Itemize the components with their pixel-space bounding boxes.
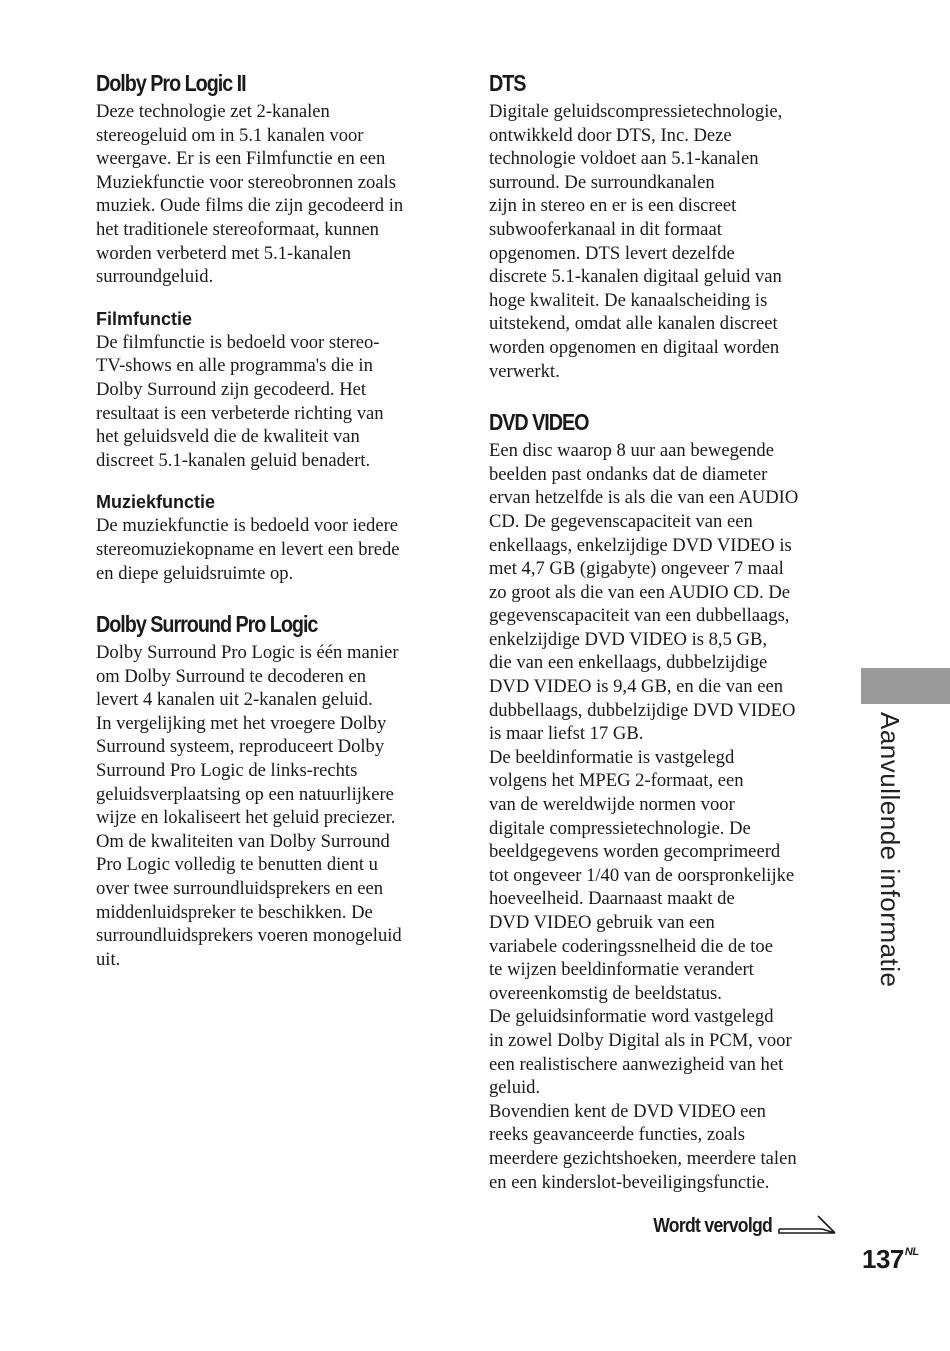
continued-indicator <box>637 1213 836 1240</box>
section-title-dolby-pro-logic-ii: Dolby Pro Logic II <box>96 70 246 96</box>
section-body-dvd-video: Een disc waarop 8 uur aan bewegende beelden past ondanks dat de diameter ervan hetzelfde is als die van een AUDIO CD. De gegevenscapaciteit van een enkellaags, enkelzijdige DVD VIDEO is met 4,7 GB (gigabyte) ongeveer 7 maal zo groot als die van een AUDIO CD. De gegevenscapaciteit van een dubbellaags, enkelzijdige DVD VIDEO is 8,5 GB, die van een enkellaags, dubbelzijdige DVD VIDEO is 9,4 GB, en die van een dubbellaags, dubbelzijdige DVD VIDEO is maar liefst 17 GB. De beeldinformatie is vastgelegd volgens het MPEG 2-formaat, een van de wereldwijde normen voor digitale compressietechnologie. De beeldgegevens worden gecomprimeerd tot ongeveer 1/40 van de oorspronkelijke hoeveelheid. Daarnaast maakt de DVD VIDEO gebruik van een variabele coderingssnelheid die de toe te wijzen beeldinformatie verandert overeenkomstig de beeldstatus. De geluidsinformatie word vastgelegd in zowel Dolby Digital als in PCM, voor een realistischere aanwezigheid van het geluid. Bovendien kent de DVD VIDEO een reeks geavanceerde functies, zoals meerdere gezichtshoeken, meerdere talen en een kinderslot-beveiligingsfunctie. <box>489 440 799 1193</box>
right-column <box>489 68 841 1194</box>
side-tab-label: Aanvullende informatie <box>875 712 905 988</box>
section-title-dvd-video: DVD VIDEO <box>489 409 589 436</box>
subsection-title-muziekfunctie: Muziekfunctie <box>96 492 216 513</box>
subsection-title-filmfunctie: Filmfunctie <box>96 308 193 329</box>
section-title-dolby-surround-pro-logic: Dolby Surround Pro Logic <box>96 611 318 638</box>
section-body-dts: Digitale geluidscompressietechnologie, ontwikkeld door DTS, Inc. Deze technologie voldoet aan 5.1-kanalen surround. De surroundkanalen zijn in stereo en er is een discreet subwooferkanaal in dit formaat opgenomen. DTS levert dezelfde discrete 5.1-kanalen digitaal geluid van hoge kwaliteit. De kanaalscheiding is uitstekend, omdat alle kanalen discreet worden opgenomen en digitaal worden verwerkt. <box>489 101 783 382</box>
subsection-body-filmfunctie: De filmfunctie is bedoeld voor stereo- TV-shows en alle programma's die in Dolby Surround zijn gecodeerd. Het resultaat is een verbeterde richting van het geluidsveld die de kwaliteit van discreet 5.1-kanalen geluid benadert. <box>96 331 384 471</box>
section-body-dolby-pro-logic-ii: Deze technologie zet 2-kanalen stereogeluid om in 5.1 kanalen voor weergave. Er is een Filmfunctie en een Muziekfunctie voor stereobronnen zoals muziek. Oude films die zijn gecodeerd in het traditionele stereoformaat, kunnen worden verbeterd met 5.1-kanalen surroundgeluid. <box>96 101 404 288</box>
continued-label: Wordt vervolgd <box>653 1215 772 1237</box>
continued-arrow-icon <box>778 1213 836 1240</box>
section-body-dolby-surround-pro-logic: Dolby Surround Pro Logic is één manier om Dolby Surround te decoderen en levert 4 kanalen uit 2-kanalen geluid. In vergelijking met het vroegere Dolby Surround systeem, reproduceert Dolby Surround Pro Logic de links-rechts geluidsverplaatsing op een natuurlijkere wijze en lokaliseert het geluid preciezer. Om de kwaliteiten van Dolby Surround Pro Logic volledig te benutten dient u over twee surroundluidsprekers en een middenluidspreker te beschikken. De surroundluidsprekers voeren monogeluid uit. <box>96 642 402 970</box>
section-title-dts: DTS <box>489 70 526 96</box>
left-column <box>96 68 448 971</box>
page-number-value: 137 <box>862 1244 904 1274</box>
page-number <box>862 1244 919 1275</box>
subsection-body-muziekfunctie: De muziekfunctie is bedoeld voor iedere stereomuziekopname en levert een brede en diepe geluidsruimte op. <box>96 515 400 584</box>
page-language-suffix: NL <box>904 1246 919 1258</box>
side-tab-marker <box>861 668 950 704</box>
